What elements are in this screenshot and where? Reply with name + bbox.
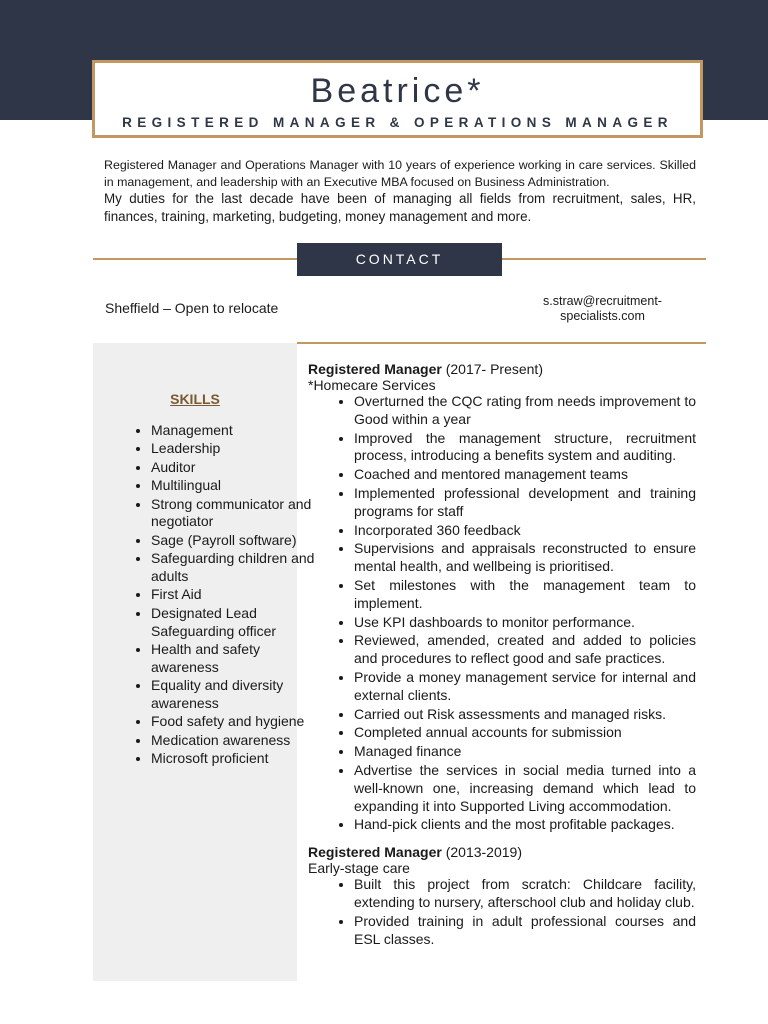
duty-item: • Advertise the services in social media turned into a well-known one, increasing demand which lead to expanding it into Supported Living accommodation. [354, 762, 696, 815]
summary-line-1: Registered Manager and Operations Manager with 10 years of experience working in care services. Skilled in management, and leadership with an Executive MBA focused on Business Administration. [104, 158, 696, 189]
skill-item: • Medication awareness [151, 732, 331, 750]
skills-heading: SKILLS [170, 391, 220, 407]
candidate-role: REGISTERED MANAGER & OPERATIONS MANAGER [122, 115, 673, 130]
location-text: Sheffield – Open to relocate [105, 300, 279, 316]
job-title: Registered Manager [308, 361, 442, 377]
duty-item: • Set milestones with the management team to implement. [354, 577, 696, 613]
skill-item: • Safeguarding children and adults [151, 550, 331, 586]
duty-list [308, 876, 696, 948]
skill-item: • Management [151, 422, 331, 440]
duty-item: • Built this project from scratch: Childcare facility, extending to nursery, afterschool club and holiday club. [354, 876, 696, 912]
contact-heading: CONTACT [297, 243, 502, 276]
duty-item: • Provide a money management service for internal and external clients. [354, 669, 696, 705]
experience-section [308, 361, 696, 949]
skill-item: • Strong communicator and negotiator [151, 496, 331, 532]
email-link[interactable]: s.straw@recruitment-specialists.com [543, 294, 662, 323]
skill-item: • Food safety and hygiene [151, 713, 331, 731]
job-heading [308, 361, 696, 377]
duty-list [308, 393, 696, 834]
duty-item: • Hand-pick clients and the most profitable packages. [354, 816, 696, 834]
candidate-name: Beatrice* [310, 72, 485, 110]
duty-item: • Coached and mentored management teams [354, 466, 696, 484]
job-company: Early-stage care [308, 860, 410, 877]
duty-item: • Use KPI dashboards to monitor performance. [354, 614, 696, 632]
summary-line-2: My duties for the last decade have been of managing all fields from recruitment, sales, HR, finances, training, marketing, budgeting, money management and more. [104, 191, 696, 224]
skills-list [115, 422, 331, 768]
job-period: (2017- Present) [441, 361, 543, 377]
duty-item: • Implemented professional development and training programs for staff [354, 485, 696, 521]
job-entry [308, 361, 696, 834]
skill-item: • Health and safety awareness [151, 641, 331, 677]
skill-item: • Multilingual [151, 477, 331, 495]
duty-item: • Provided training in adult professional courses and ESL classes. [354, 913, 696, 949]
job-company: *Homecare Services [308, 377, 436, 393]
skill-item: • Microsoft proficient [151, 750, 331, 768]
duty-item: • Supervisions and appraisals reconstructed to ensure mental health, and wellbeing is prioritised. [354, 540, 696, 576]
skill-item: • Equality and diversity awareness [151, 677, 331, 713]
duty-item: • Improved the management structure, recruitment process, introducing a benefits system and auditing. [354, 430, 696, 466]
job-entry [308, 844, 696, 948]
duty-item: • Incorporated 360 feedback [354, 522, 696, 540]
duty-item: • Managed finance [354, 743, 696, 761]
duty-item: • Carried out Risk assessments and managed risks. [354, 706, 696, 724]
duty-item: • Overturned the CQC rating from needs improvement to Good within a year [354, 393, 696, 429]
name-box [92, 60, 703, 138]
job-title: Registered Manager [308, 844, 442, 861]
experience-divider [297, 342, 706, 344]
job-heading [308, 844, 696, 860]
skill-item: • Leadership [151, 440, 331, 458]
duty-item: • Completed annual accounts for submission [354, 724, 696, 742]
skill-item: • First Aid [151, 586, 331, 604]
skill-item: • Auditor [151, 459, 331, 477]
job-period: (2013-2019) [441, 844, 522, 861]
skill-item: • Designated Lead Safeguarding officer [151, 605, 331, 641]
skill-item: • Sage (Payroll software) [151, 532, 331, 550]
duty-item: • Reviewed, amended, created and added to policies and procedures to reflect good and safe practices. [354, 632, 696, 668]
profile-summary [104, 157, 696, 225]
